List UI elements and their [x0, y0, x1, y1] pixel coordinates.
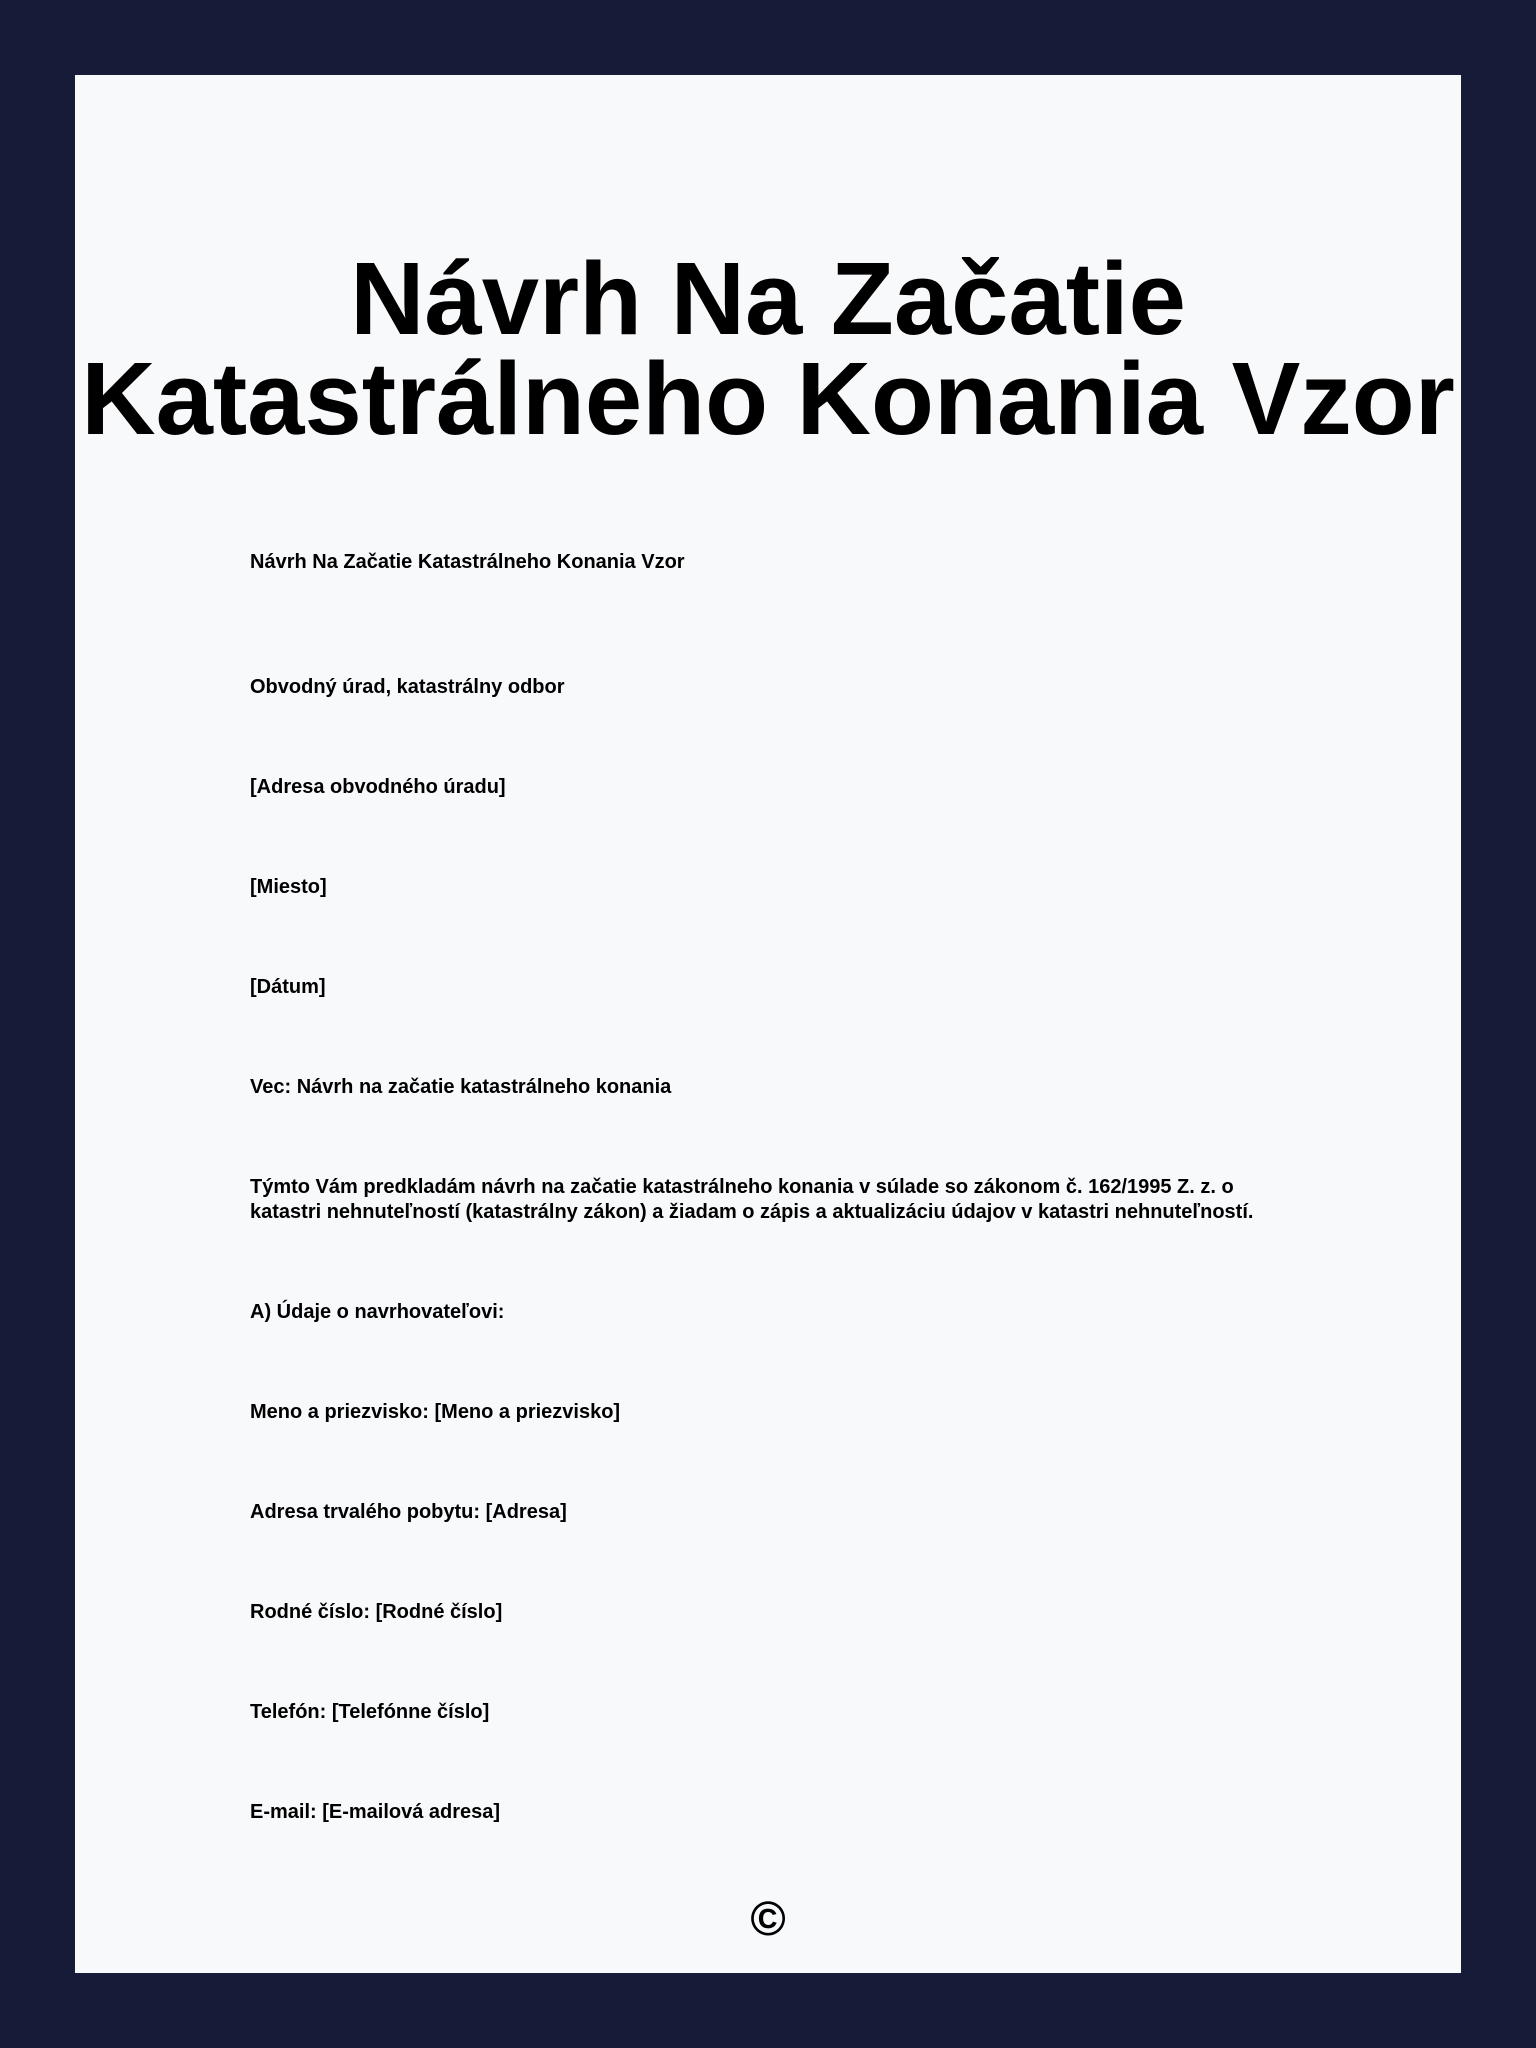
phone-line: Telefón: [Telefónne číslo] — [250, 1701, 490, 1723]
address-line: Adresa trvalého pobytu: [Adresa] — [250, 1501, 567, 1523]
page-title: Návrh Na Začatie Katastrálneho Konania Vzor — [81, 241, 1455, 456]
place-field: [Miesto] — [250, 876, 327, 898]
office-address: [Adresa obvodného úradu] — [250, 776, 506, 798]
section-a-heading: A) Údaje o navrhovateľovi: — [250, 1301, 505, 1323]
birth-number-line: Rodné číslo: [Rodné číslo] — [250, 1601, 503, 1623]
subject-line: Vec: Návrh na začatie katastrálneho konania — [250, 1076, 672, 1098]
document-page — [75, 75, 1461, 1973]
date-field: [Dátum] — [250, 976, 326, 998]
document-heading: Návrh Na Začatie Katastrálneho Konania Vzor — [250, 551, 685, 573]
intro-paragraph: Týmto Vám predkladám návrh na začatie katastrálneho konania v súlade so zákonom č. 162/1995 Z. z. o katastri nehnuteľností (katastrálny zákon) a žiadam o zápis a aktualizáciu údajov v katastri nehnuteľností. — [250, 1176, 1254, 1223]
name-line: Meno a priezvisko: [Meno a priezvisko] — [250, 1401, 621, 1423]
office-name: Obvodný úrad, katastrálny odbor — [250, 676, 565, 698]
copyright-icon: © — [750, 1893, 786, 1946]
email-line: E-mail: [E-mailová adresa] — [250, 1801, 501, 1823]
